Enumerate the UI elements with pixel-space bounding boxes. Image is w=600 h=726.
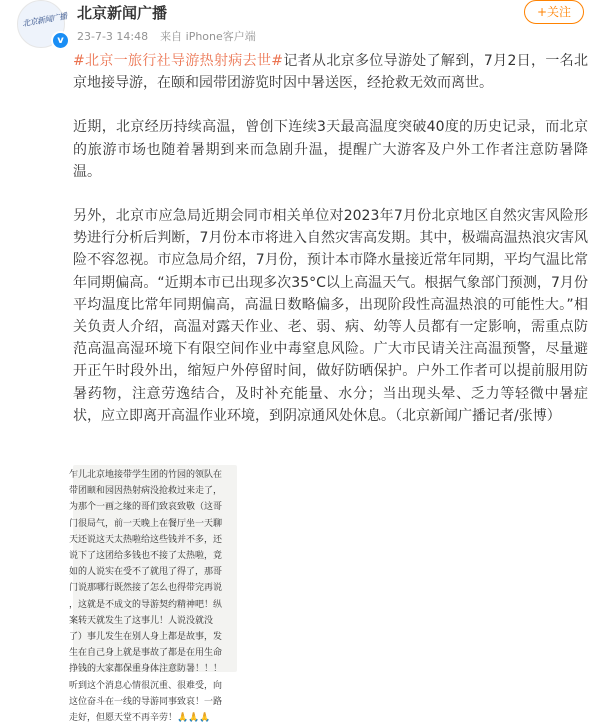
post-time[interactable]: 23-7-3 14:48 <box>77 30 149 43</box>
post-image-text-line: 带团颐和园因热射病没抢救过来走了， <box>69 486 223 497</box>
post-body <box>73 50 588 427</box>
post-image-text-line: 如的人说实在受不了就甩了得了，那哥 <box>69 567 223 578</box>
post-image-text-line: 天还说这天太热啦给这些钱并不多，还 <box>69 534 223 545</box>
post-image-text-line: 这位奋斗在一线的导游同事致哀！一路 <box>69 696 223 707</box>
post-image-text-line: 了）事儿发生在别人身上都是故事，发 <box>69 632 223 643</box>
paragraph-3: 另外，北京市应急局近期会同市相关单位对2023年7月份北京地区自然灾害风险形势进行分析后判断，7月份本市将进入自然灾害高发期。其中，极端高温热浪灾害风险不容忽视。市应急局介绍，7月份，预计本市降水量接近常年同期，平均气温比常年同期偏高。“近期本市已出现多次35°C以上高温天气。根据气象部门预测，7月份平均温度比常年同期偏高，高温日数略偏多，出现阶段性高温热浪的可能性大。”相关负责人介绍，高温对露天作业、老、弱、病、幼等人员都有一定影响，需重点防范高温高湿环境下有限空间作业中毒窒息风险。广大市民请关注高温预警，尽量避开正午时段外出，缩短户外停留时间，做好防晒保护。户外工作者可以提前服用防暑药物，注意劳逸结合，及时补充能量、水分；当出现头晕、乏力等轻微中暑症状，应立即离开高温作业环境，到阴凉通风处休息。（北京新闻广播记者/张博） <box>73 208 588 424</box>
post-image-text-line: 门很局气，前一天晚上在餐厅坐一天聊 <box>69 518 223 529</box>
topic-hashtag-link[interactable]: #北京一旅行社导游热射病去世# <box>73 53 284 69</box>
post-image-text-line: 生在自己身上就是事故了都是在用生命 <box>69 648 223 659</box>
paragraph-1 <box>73 50 588 94</box>
post-image-text-line: 乍儿北京地接带学生团的竹园的领队在 <box>69 470 223 480</box>
post-image-text-line: 门说那哪行既然接了怎么也得带完再说 <box>69 583 223 594</box>
author-name[interactable]: 北京新闻广播 <box>77 4 168 22</box>
post-image-text-line: 说下了这团给多钱也不接了太热啦，竟 <box>69 551 223 562</box>
post-image-text-line: 听到这个消息心情很沉重、很难受，向 <box>69 680 223 691</box>
paragraph-2: 近期，北京经历持续高温，曾创下连续3天最高温度突破40度的历史记录，而北京的旅游市场也随着暑期到来而急剧升温，提醒广大游客及户外工作者注意防暑降温。 <box>73 119 588 180</box>
follow-button[interactable]: +关注 <box>524 0 584 24</box>
post-image-text-line: 案转天就发生了这事儿！人说没就没 <box>69 615 214 626</box>
post-image-text-line: 挣钱的大家都保重身体注意防暑！！！ <box>69 664 223 675</box>
verified-icon: v <box>51 31 70 50</box>
post-meta <box>77 28 256 44</box>
post-image-text-line: ，这就是不成文的导游契约精神吧！纵 <box>69 599 223 610</box>
post-source: 来自 iPhone客户端 <box>160 30 256 43</box>
post-image-text-line: 走好，但愿天堂不再辛劳！🙏🙏🙏 <box>69 713 211 724</box>
paragraph-1-text: 记者从北京多位导游处了解到，7月2日，一名北京地接导游，在颐和园带团游览时因中暑送医，经抢救无效而离世。 <box>73 53 588 92</box>
post-image-text-line: 为那个一画之缘的哥们致哀致敬（这哥 <box>69 502 223 513</box>
post-image[interactable] <box>69 465 237 724</box>
post-header <box>0 0 600 48</box>
post-image-text <box>69 467 241 726</box>
avatar-logo-text: 北京新闻广播 <box>21 11 68 29</box>
